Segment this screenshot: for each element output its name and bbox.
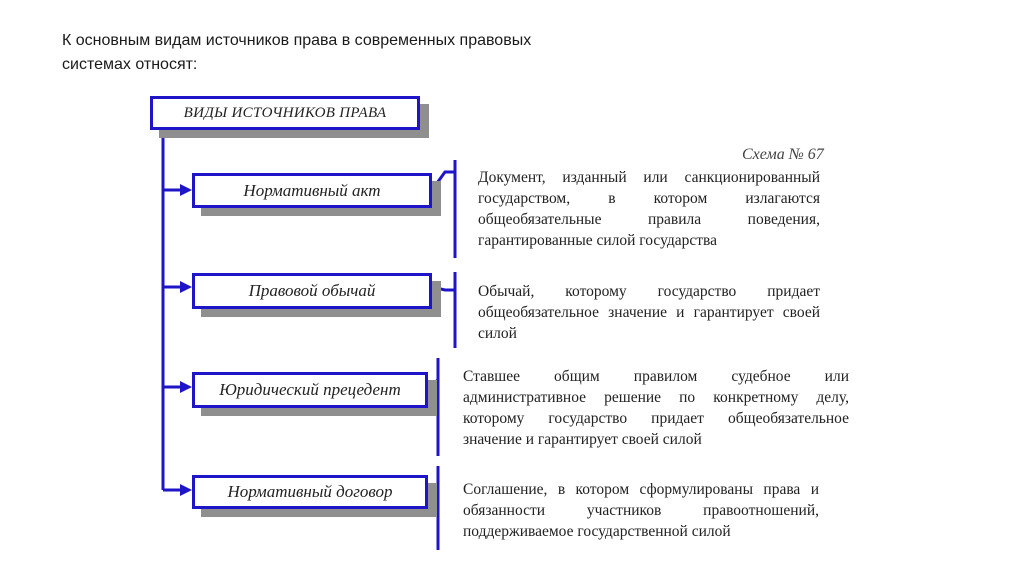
connector-2: [432, 287, 455, 290]
arrow-head-4: [180, 484, 192, 496]
item-label-3: Юридический прецедент: [219, 380, 401, 399]
item-label-2: Правовой обычай: [248, 281, 376, 300]
arrow-head-2: [180, 281, 192, 293]
arrow-head-1: [180, 184, 192, 196]
item-box-3: [192, 372, 428, 408]
item-box-4: [192, 475, 428, 509]
scheme-label: Схема № 67: [742, 146, 824, 163]
item-description-4: Соглашение, в котором сформулированы права и обязанности участников правоотношений, поддерживаемое государственной силой: [463, 481, 819, 540]
item-box-1: [192, 173, 432, 208]
item-label-4: Нормативный договор: [227, 482, 393, 501]
intro-text: К основным видам источников права в современных правовых системах относят:: [62, 32, 532, 73]
root-label: ВИДЫ ИСТОЧНИКОВ ПРАВА: [183, 104, 387, 121]
item-description-1: Документ, изданный или санкционированный государством, в котором излагаются общеобязательные правила поведения, гарантированные силой государства: [478, 169, 820, 249]
item-description-3: Ставшее общим правилом судебное или административное решение по конкретному делу, которому государство придает общеобязательное значение и гарантирует своей силой: [463, 368, 849, 448]
root-box: [150, 96, 420, 130]
item-description-2: Обычай, которому государство придает общеобязательное значение и гарантирует своей силой: [478, 283, 820, 342]
connector-1: [432, 172, 455, 190]
item-box-2: [192, 273, 432, 309]
item-label-1: Нормативный акт: [243, 180, 381, 200]
arrow-head-3: [180, 381, 192, 393]
